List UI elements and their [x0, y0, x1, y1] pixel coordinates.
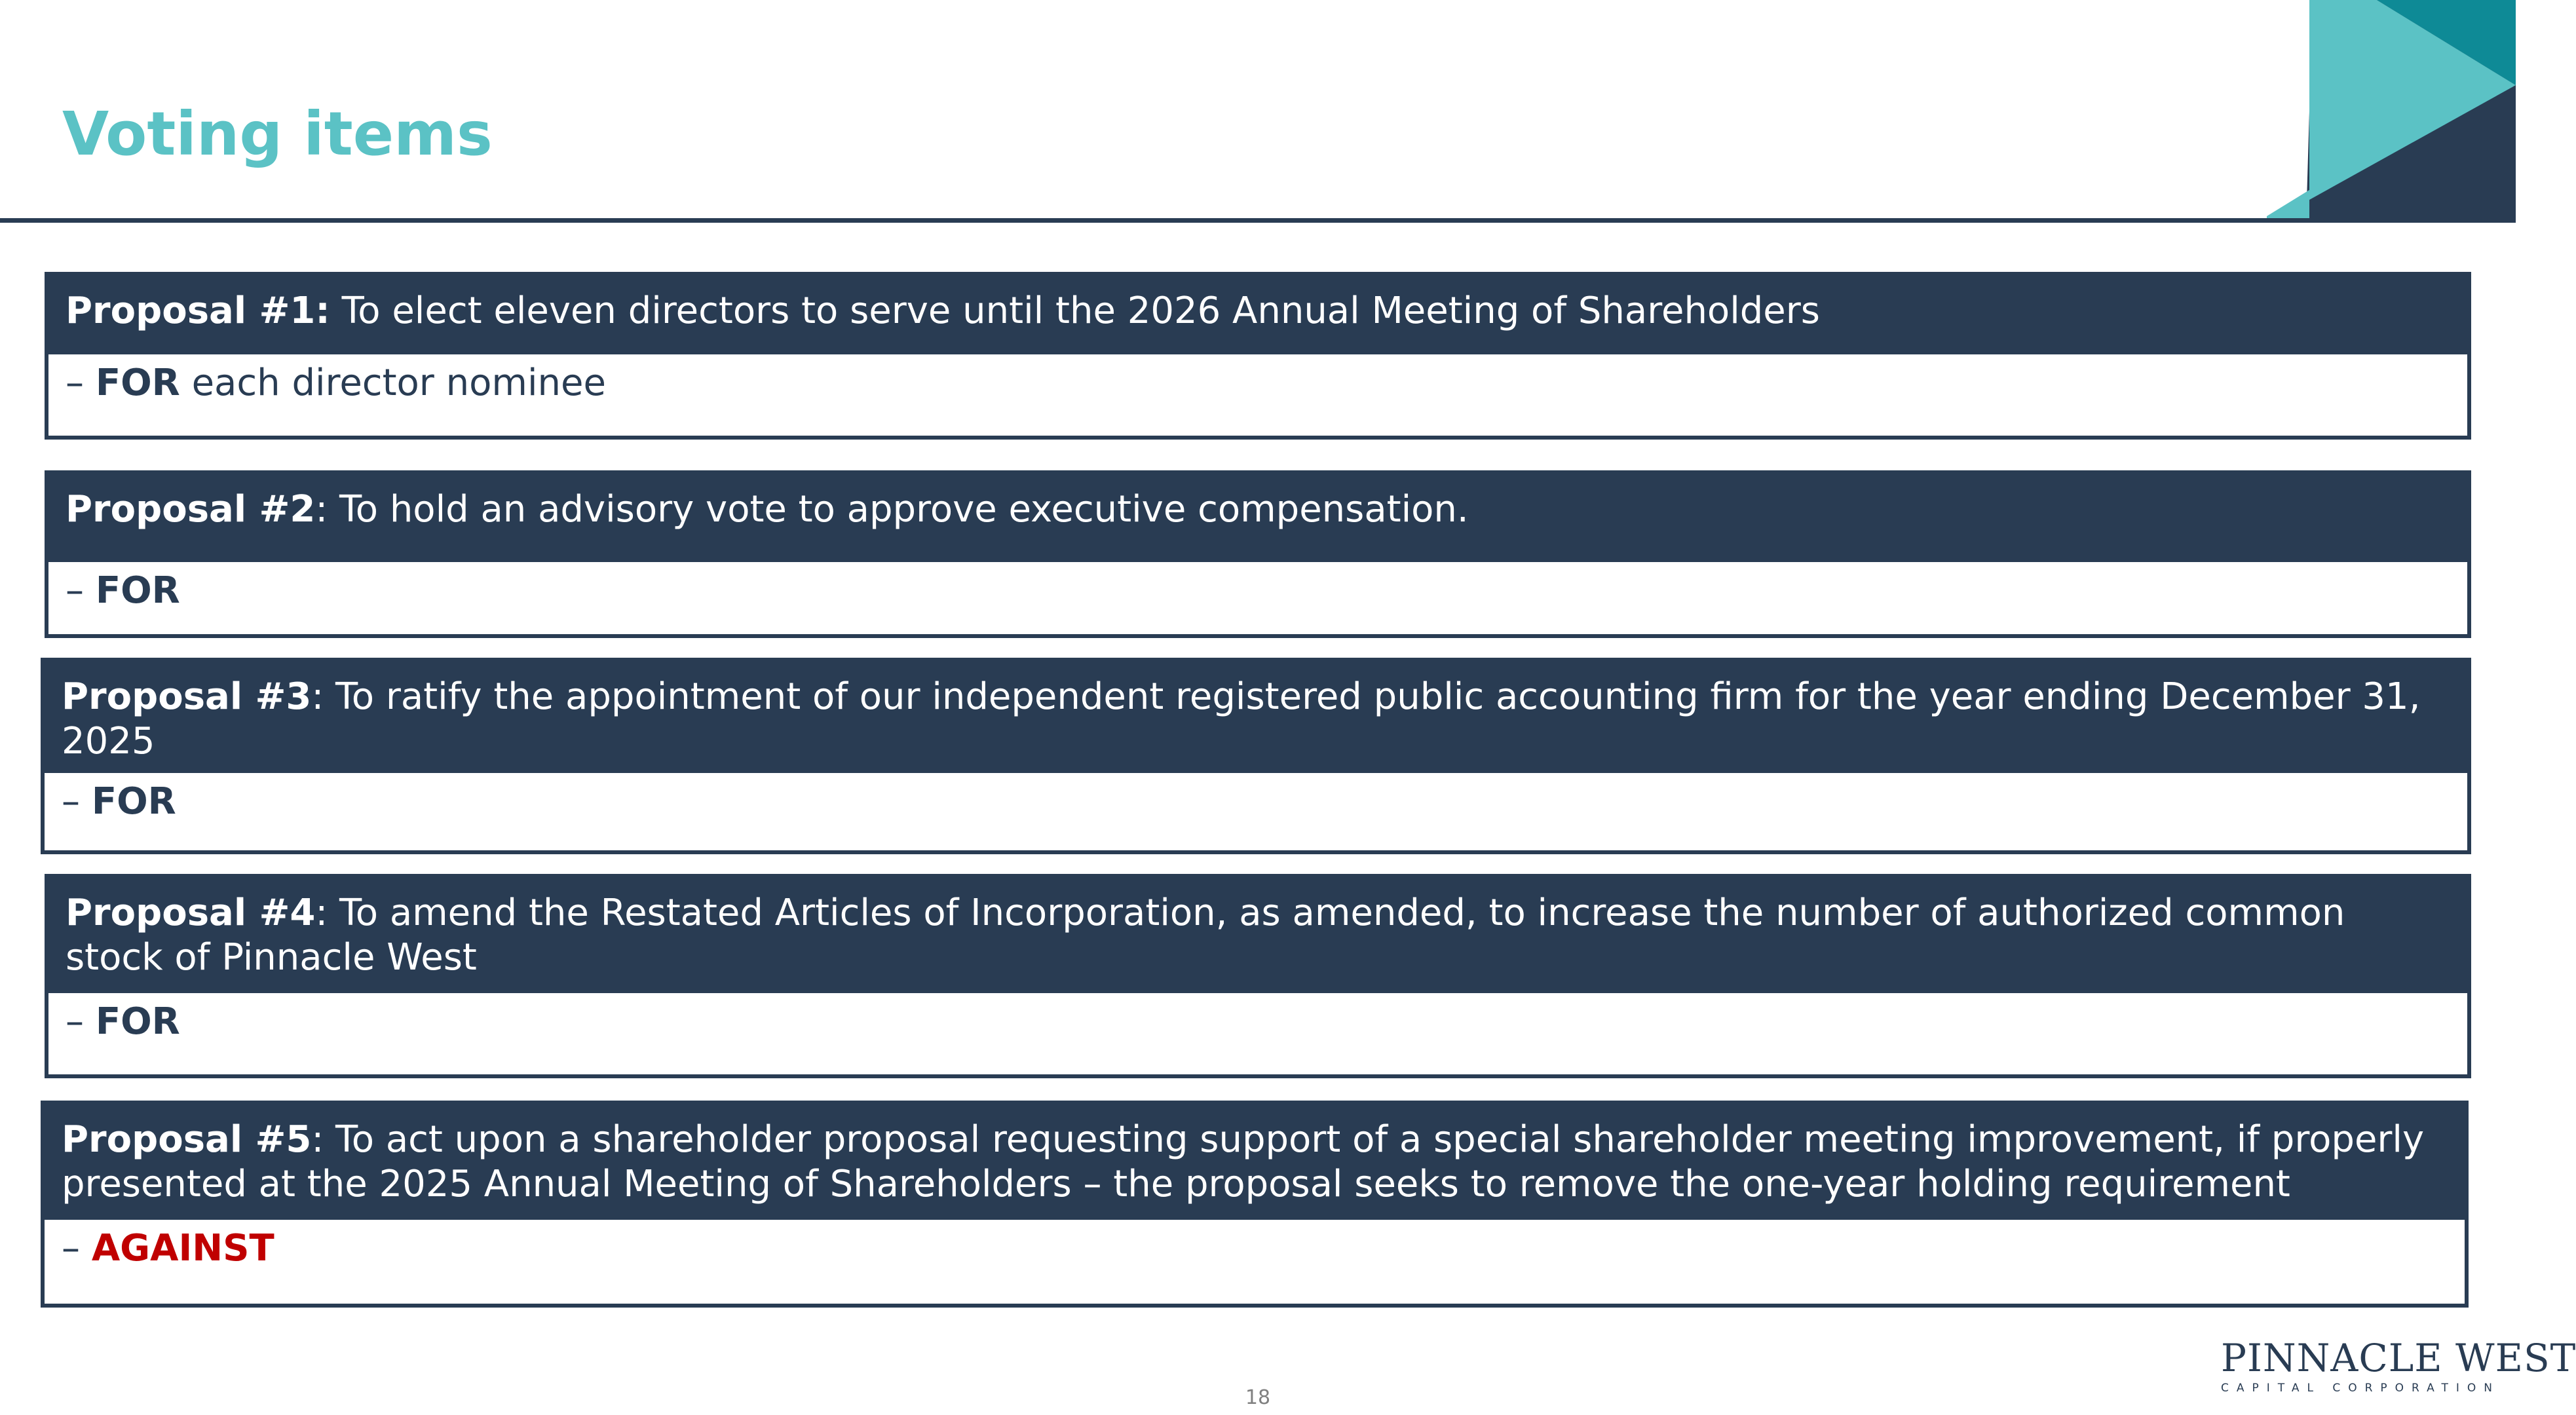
proposal-5-header — [45, 1104, 2465, 1220]
proposal-2-recommendation — [48, 562, 2467, 613]
proposal-4-box — [45, 874, 2471, 1078]
proposal-2-header — [48, 474, 2467, 562]
logo-subtitle: CAPITAL CORPORATION — [2221, 1382, 2500, 1395]
corner-decoration — [2260, 0, 2516, 223]
proposal-2-box — [45, 470, 2471, 638]
logo-name: PINNACLE WEST — [2221, 1336, 2576, 1380]
proposal-1-vote: FOR — [95, 362, 180, 404]
vote-prefix: – — [62, 780, 92, 823]
vote-prefix: – — [62, 1227, 92, 1270]
proposal-1-header — [48, 276, 2467, 354]
proposal-3-vote: FOR — [91, 780, 176, 823]
proposal-3-recommendation — [45, 773, 2467, 824]
proposal-5-vote: AGAINST — [91, 1227, 275, 1270]
proposal-3-header — [45, 662, 2467, 773]
proposal-1-text: To elect eleven directors to serve until the 2026 Annual Meeting of Shareholders — [330, 290, 1820, 332]
proposal-5-text: : To act upon a shareholder proposal requesting support of a special shareholder meeting improvement, if properly presented at the 2025 Annual Meeting of Shareholders – the proposal seeks to remove the one-year holding requirement — [62, 1118, 2425, 1205]
proposal-3-box — [41, 658, 2471, 854]
proposal-4-header — [48, 878, 2467, 993]
proposal-3-label: Proposal #3 — [62, 675, 312, 718]
proposal-1-label: Proposal #1: — [66, 290, 330, 332]
proposal-5-recommendation — [45, 1220, 2465, 1271]
vote-prefix: – — [66, 569, 96, 612]
proposal-1-recommendation — [48, 354, 2467, 406]
proposal-1-box — [45, 272, 2471, 440]
proposal-5-box — [41, 1101, 2469, 1308]
vote-prefix: – — [66, 362, 96, 404]
vote-prefix: – — [66, 1000, 96, 1043]
title-divider — [0, 218, 2516, 223]
proposal-2-text: : To hold an advisory vote to approve executive compensation. — [315, 488, 1469, 531]
vote-suffix: each director nominee — [180, 362, 606, 404]
proposal-5-label: Proposal #5 — [62, 1118, 312, 1161]
proposal-4-recommendation — [48, 993, 2467, 1044]
proposal-2-label: Proposal #2 — [66, 488, 316, 531]
page-number: 18 — [1245, 1386, 1271, 1409]
proposal-2-vote: FOR — [95, 569, 180, 612]
proposal-4-text: : To amend the Restated Articles of Incorporation, as amended, to increase the number of authorized common stock of Pinnacle West — [66, 892, 2345, 979]
page-title: Voting items — [62, 99, 493, 169]
proposal-4-vote: FOR — [95, 1000, 180, 1043]
proposal-3-text: : To ratify the appointment of our independent registered public accounting firm for the year ending December 31, 2025 — [62, 675, 2421, 763]
proposal-4-label: Proposal #4 — [66, 892, 316, 934]
company-logo — [2221, 1336, 2576, 1402]
